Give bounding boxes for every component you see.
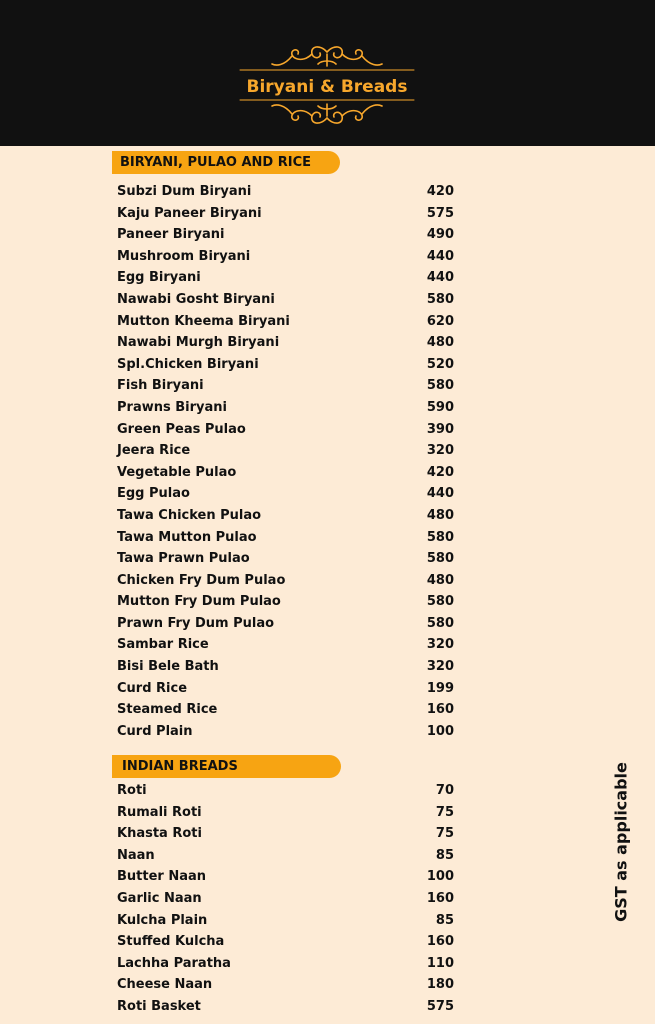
item-price: 480 xyxy=(426,335,454,351)
item-price: 575 xyxy=(426,998,454,1014)
item-price: 580 xyxy=(426,615,454,631)
item-name: Tawa Prawn Pulao xyxy=(117,551,250,567)
item-price: 440 xyxy=(426,486,454,502)
item-price: 580 xyxy=(426,551,454,567)
item-name: Butter Naan xyxy=(117,869,207,885)
item-name: Mushroom Biryani xyxy=(117,248,251,264)
item-price: 75 xyxy=(435,826,454,842)
item-name: Mutton Kheema Biryani xyxy=(117,313,290,329)
item-name: Prawns Biryani xyxy=(117,399,227,415)
item-price: 75 xyxy=(435,804,454,820)
item-name: Jeera Rice xyxy=(117,443,191,459)
item-name: Curd Plain xyxy=(117,723,193,739)
item-price: 180 xyxy=(426,977,454,993)
item-price: 590 xyxy=(426,399,454,415)
item-name: Tawa Chicken Pulao xyxy=(117,507,262,523)
item-price: 160 xyxy=(426,934,454,950)
item-price: 490 xyxy=(426,227,454,243)
item-price: 520 xyxy=(426,356,454,372)
item-name: Prawn Fry Dum Pulao xyxy=(117,615,275,631)
item-name: Sambar Rice xyxy=(117,637,209,653)
item-price: 320 xyxy=(426,443,454,459)
item-name: Garlic Naan xyxy=(117,890,202,906)
item-price: 160 xyxy=(426,702,454,718)
item-price: 440 xyxy=(426,248,454,264)
item-price: 320 xyxy=(426,637,454,653)
item-name: Vegetable Pulao xyxy=(117,464,237,480)
item-price: 85 xyxy=(435,912,454,928)
item-name: Cheese Naan xyxy=(117,977,213,993)
item-price: 580 xyxy=(426,529,454,545)
item-name: Nawabi Murgh Biryani xyxy=(117,335,280,351)
item-price: 70 xyxy=(435,783,454,798)
item-name: Roti xyxy=(117,783,147,798)
item-name: Curd Rice xyxy=(117,680,188,696)
menu-header xyxy=(0,0,655,146)
item-name: Lachha Paratha xyxy=(117,955,231,971)
item-name: Chicken Fry Dum Pulao xyxy=(117,572,286,588)
item-price: 160 xyxy=(426,890,454,906)
item-name: Mutton Fry Dum Pulao xyxy=(117,594,281,610)
item-name: Egg Pulao xyxy=(117,486,190,502)
item-name: Nawabi Gosht Biryani xyxy=(117,291,275,307)
item-name: Egg Biryani xyxy=(117,270,201,286)
item-price: 480 xyxy=(426,572,454,588)
item-price: 110 xyxy=(426,955,454,971)
item-price: 440 xyxy=(426,270,454,286)
item-price: 580 xyxy=(426,291,454,307)
item-price: 320 xyxy=(426,659,454,675)
item-price: 420 xyxy=(426,464,454,480)
item-name: Bisi Bele Bath xyxy=(117,659,219,675)
section-label-breads: INDIAN BREADS xyxy=(112,755,341,778)
item-price: 480 xyxy=(426,507,454,523)
item-name: Paneer Biryani xyxy=(117,227,225,243)
item-name: Tawa Mutton Pulao xyxy=(117,529,257,545)
item-price: 580 xyxy=(426,594,454,610)
section-label-biryani: BIRYANI, PULAO AND RICE xyxy=(112,151,340,174)
item-price: 575 xyxy=(426,205,454,221)
item-name: Rumali Roti xyxy=(117,804,202,820)
item-price: 100 xyxy=(426,723,454,739)
item-name: Naan xyxy=(117,847,155,863)
item-name: Stuffed Kulcha xyxy=(117,934,225,950)
item-name: Steamed Rice xyxy=(117,702,218,718)
item-name: Kaju Paneer Biryani xyxy=(117,205,262,221)
item-name: Subzi Dum Biryani xyxy=(117,184,252,199)
item-price: 100 xyxy=(426,869,454,885)
item-price: 620 xyxy=(426,313,454,329)
item-price: 580 xyxy=(426,378,454,394)
item-price: 85 xyxy=(435,847,454,863)
gst-note: GST as applicable xyxy=(611,762,631,922)
item-name: Roti Basket xyxy=(117,998,201,1014)
item-price: 390 xyxy=(426,421,454,437)
item-name: Spl.Chicken Biryani xyxy=(117,356,259,372)
item-name: Fish Biryani xyxy=(117,378,204,394)
item-name: Kulcha Plain xyxy=(117,912,208,928)
item-price: 199 xyxy=(426,680,454,696)
item-name: Khasta Roti xyxy=(117,826,202,842)
item-price: 420 xyxy=(426,184,454,199)
item-name: Green Peas Pulao xyxy=(117,421,246,437)
menu-title: Biryani & Breads xyxy=(246,77,408,97)
